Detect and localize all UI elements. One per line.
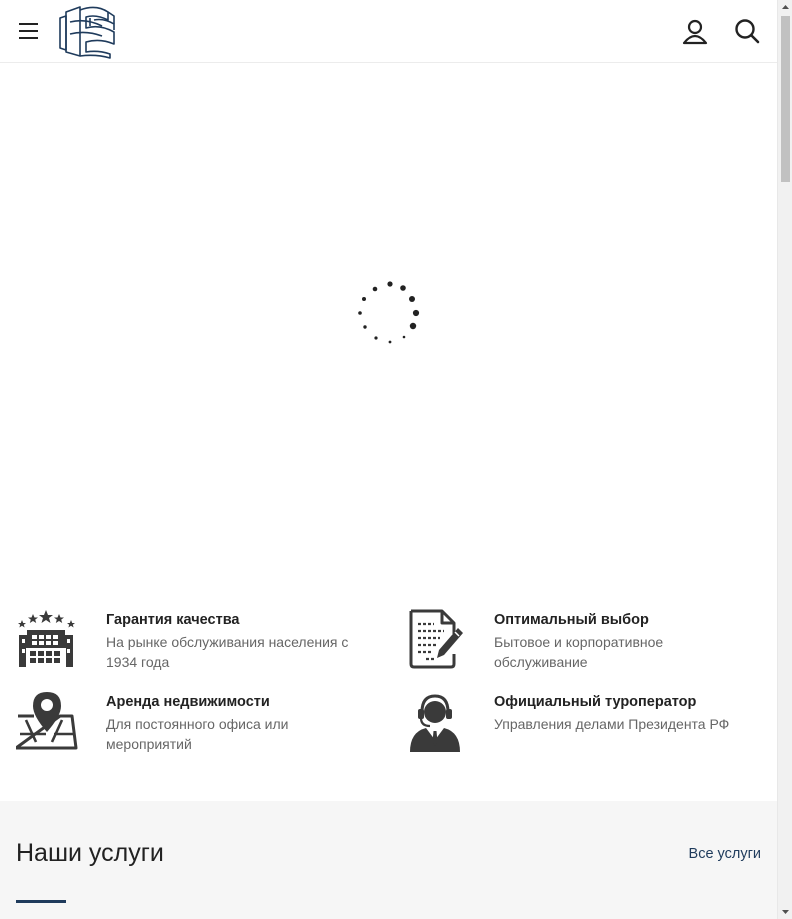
feature-item — [404, 682, 777, 752]
title-underline — [16, 900, 66, 903]
feature-title: Аренда недвижимости — [106, 694, 270, 710]
feature-description: На рынке обслуживания населения с 1934 года — [106, 634, 349, 670]
scrollbar-thumb[interactable] — [781, 16, 790, 182]
section-title: Наши услуги — [16, 839, 164, 867]
services-section — [0, 801, 777, 919]
feature-title: Гарантия качества — [106, 612, 240, 628]
user-icon[interactable] — [681, 17, 709, 45]
operator-headset-icon — [404, 690, 466, 752]
loading-spinner-icon — [356, 279, 424, 347]
header — [0, 0, 777, 63]
feature-description: Бытовое и корпоративное обслуживание — [494, 634, 664, 670]
scroll-down-arrow-icon[interactable] — [778, 904, 792, 919]
feature-title: Оптимальный выбор — [494, 612, 649, 628]
map-pin-icon — [16, 690, 78, 752]
feature-item — [16, 682, 396, 752]
search-icon[interactable] — [733, 17, 761, 45]
feature-item — [16, 600, 396, 670]
feature-item — [404, 600, 777, 670]
feature-description: Для постоянного офиса или мероприятий — [106, 716, 289, 752]
feature-title: Официальный туроператор — [494, 694, 697, 710]
vertical-scrollbar[interactable] — [777, 0, 792, 919]
document-edit-icon — [404, 608, 466, 670]
company-logo[interactable] — [56, 4, 120, 59]
all-services-link[interactable]: Все услуги — [688, 846, 761, 862]
features-list — [0, 600, 777, 770]
feature-description: Управления делами Президента РФ — [494, 716, 730, 732]
scroll-up-arrow-icon[interactable] — [778, 0, 792, 15]
hamburger-menu-icon[interactable] — [17, 21, 41, 41]
hotel-stars-icon — [16, 608, 78, 670]
